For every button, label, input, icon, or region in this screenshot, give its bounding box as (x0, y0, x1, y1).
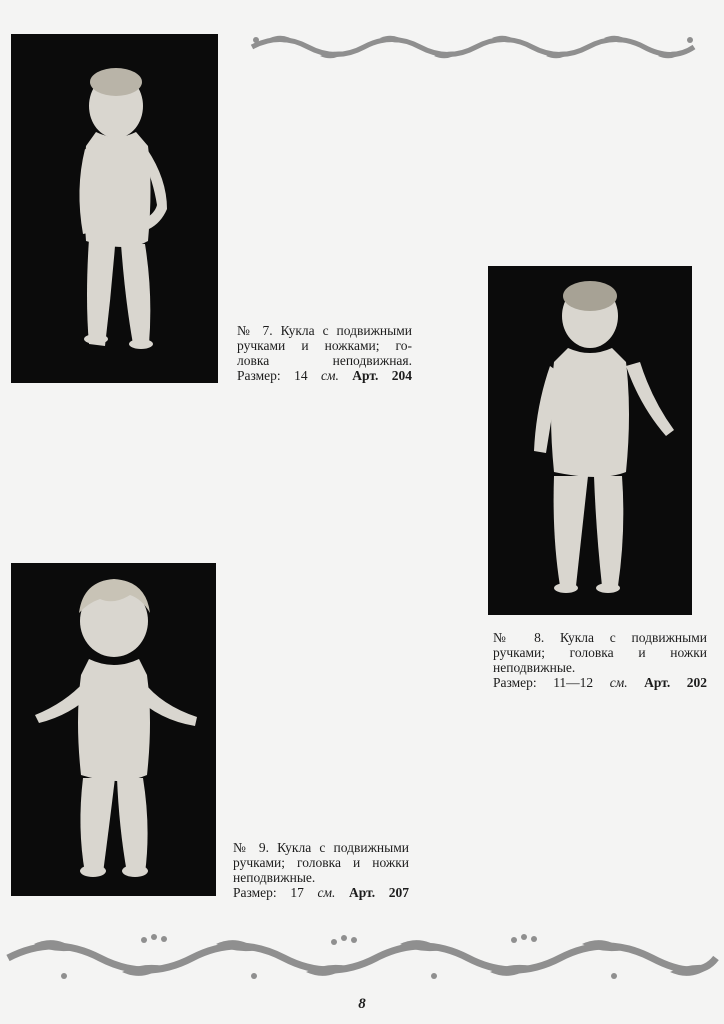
doll-8-caption (493, 630, 707, 690)
caption-line-2: ручками и ножками; го- (237, 338, 412, 353)
size-value: 11—12 (553, 675, 594, 690)
doll-7-photo (11, 34, 218, 383)
page-number: 8 (358, 996, 366, 1012)
caption-line-3: ловка неподвижная. (237, 353, 412, 368)
doll-9-photo (11, 563, 216, 896)
caption-line-1: № 9. Кукла с подвижными (233, 840, 409, 855)
size-value: 14 (294, 368, 308, 383)
doll-7-figure (11, 34, 218, 383)
top-floral-ornament (250, 30, 696, 64)
caption-size-line (237, 368, 412, 383)
bottom-floral-ornament (4, 928, 720, 984)
size-label: Размер: (493, 675, 537, 690)
size-unit: см. (317, 885, 336, 900)
doll-8-photo (488, 266, 692, 615)
size-unit: см. (609, 675, 628, 690)
article-number: Арт. 207 (349, 885, 409, 900)
doll-9-caption (233, 840, 409, 900)
doll-9-figure (11, 563, 216, 896)
caption-line-3: неподвижные. (233, 870, 316, 885)
caption-size-line (233, 885, 409, 900)
size-unit: см. (320, 368, 339, 383)
caption-line-1: № 8. Кукла с подвижными (493, 630, 707, 645)
caption-line-3: неподвижные. (493, 660, 576, 675)
size-label: Размер: (233, 885, 277, 900)
size-label: Размер: (237, 368, 281, 383)
caption-line-2: ручками; головка и ножки (493, 645, 707, 660)
caption-line-2: ручками; головка и ножки (233, 855, 409, 870)
size-value: 17 (290, 885, 304, 900)
doll-8-figure (488, 266, 692, 615)
caption-line-1: № 7. Кукла с подвижными (237, 323, 412, 338)
article-number: Арт. 204 (352, 368, 412, 383)
caption-size-line (493, 675, 707, 690)
article-number: Арт. 202 (644, 675, 707, 690)
doll-7-caption (237, 323, 412, 383)
